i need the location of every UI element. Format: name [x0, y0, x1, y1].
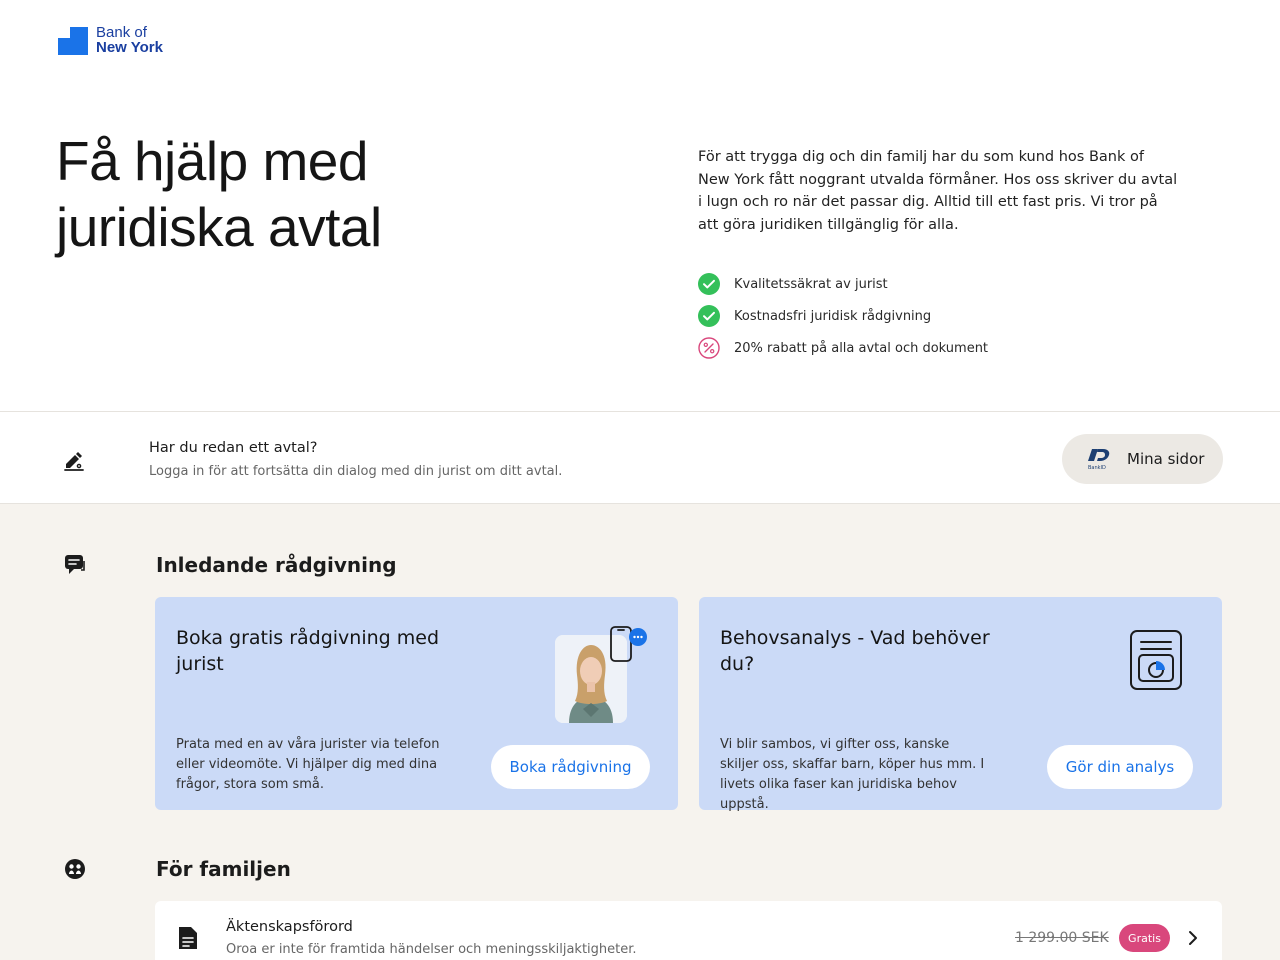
advice-card-analysis: [699, 597, 1222, 810]
feature-item: [698, 300, 988, 332]
feature-text: Kvalitetssäkrat av jurist: [734, 276, 888, 292]
product-subtitle: Oroa er inte för framtida händelser och meningsskiljaktigheter.: [226, 942, 637, 957]
product-row-aktenskapsforord[interactable]: [155, 901, 1222, 960]
check-circle-icon: [698, 305, 720, 327]
boka-radgivning-button[interactable]: Boka rådgivning: [491, 745, 650, 789]
feature-item: [698, 268, 988, 300]
feature-item: [698, 332, 988, 364]
percent-badge-icon: [698, 337, 720, 359]
login-title: Har du redan ett avtal?: [149, 440, 318, 456]
document-icon: [177, 925, 199, 951]
card-text: Vi blir sambos, vi gifter oss, kanske skiljer oss, skaffar barn, köper hus mm. I livets olika faser kan juridiska behov uppstå.: [720, 737, 985, 812]
mina-sidor-button[interactable]: [1062, 434, 1223, 484]
feature-list: [698, 268, 988, 364]
advice-card-booking: [155, 597, 678, 810]
card-title: Boka gratis rådgivning med jurist: [176, 627, 440, 675]
section-title-advice: Inledande rådgivning: [156, 553, 397, 577]
hero-description: För att trygga dig och din familj har du som kund hos Bank of New York fått noggrant utvalda förmåner. Hos oss skriver du avtal i lugn och ro när det passar dig. Alltid till ett fast pris. Vi tror på att göra juridiken tillgänglig för alla.: [698, 149, 1178, 233]
free-badge: Gratis: [1119, 924, 1170, 952]
phone-chat-icon: [608, 625, 648, 665]
login-bar: [0, 411, 1280, 504]
card-title: Behovsanalys - Vad behöver du?: [720, 627, 990, 675]
product-original-price: 1 299.00 SEK: [1015, 930, 1109, 946]
logo-line-2: New York: [96, 39, 163, 56]
section-title-family: För familjen: [156, 857, 291, 881]
svg-text:BankID: BankID: [1088, 465, 1106, 471]
product-title: Äktenskapsförord: [226, 919, 353, 935]
bank-logo[interactable]: [58, 25, 163, 55]
feature-text: 20% rabatt på alla avtal och dokument: [734, 340, 989, 356]
page-title: Få hjälp med juridiska avtal: [56, 130, 382, 258]
family-icon: [63, 857, 87, 881]
hero-section: [0, 0, 1280, 411]
bankid-icon: [1086, 447, 1112, 471]
check-circle-icon: [698, 273, 720, 295]
chevron-right-icon[interactable]: [1183, 928, 1203, 948]
card-text: Prata med en av våra jurister via telefon eller videomöte. Vi hjälper dig med dina frågor, stora som små.: [176, 737, 440, 792]
bank-logo-icon: [58, 25, 88, 55]
pen-sign-icon: [62, 448, 86, 472]
login-subtitle: Logga in för att fortsätta din dialog med din jurist om ditt avtal.: [149, 464, 563, 479]
feature-text: Kostnadsfri juridisk rådgivning: [734, 308, 932, 324]
mina-sidor-label: Mina sidor: [1127, 450, 1205, 468]
analysis-document-icon: [1129, 629, 1185, 693]
gor-din-analys-button[interactable]: Gör din analys: [1047, 745, 1193, 789]
logo-line-1: Bank of: [96, 24, 147, 41]
chat-bubble-icon: [63, 553, 87, 577]
